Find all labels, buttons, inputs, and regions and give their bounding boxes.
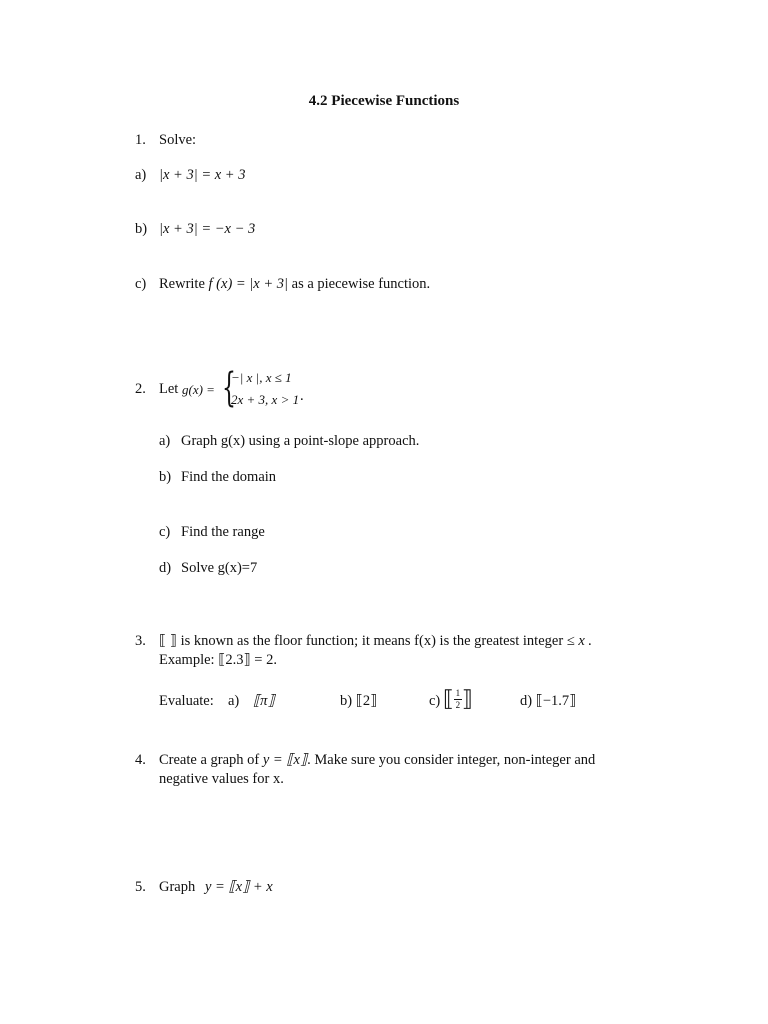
question-4-number: 4. [135,752,146,768]
left-brace-icon: { [222,365,236,411]
page-title: 4.2 Piecewise Functions [308,93,460,109]
question-2-number: 2. [135,381,146,397]
question-2-period: . [300,388,304,404]
question-4-post: . Make sure you consider integer, non-integer and [307,752,596,768]
question-2d-text: Solve g(x)=7 [181,560,258,576]
question-1c-pre: Rewrite [159,276,205,292]
question-1-number: 1. [135,132,146,148]
question-2-let: Let [159,381,179,397]
question-2-function-name: g(x) = [182,382,215,397]
fraction-one-half [454,689,462,710]
piecewise-case-1: −| x |, x ≤ 1 [231,370,292,385]
question-3-line-1 [159,633,592,650]
question-4-expression: y = ⟦x⟧ [262,752,308,768]
question-1c-expression: f (x) = |x + 3| [208,276,289,292]
question-3c-label: c) [429,693,441,709]
piecewise-definition [222,365,312,412]
question-2c-label: c) [159,524,171,540]
question-3a-label: a) [228,693,240,709]
question-1a-equation: |x + 3| = x + 3 [159,167,246,183]
fraction-denominator: 2 [455,699,461,710]
floor-bracket-symbol: ⟦ ⟧ [159,633,177,649]
question-4-pre: Create a graph of [159,752,260,768]
floor-close-bracket: ⟧ [461,686,473,711]
question-2a-text: Graph g(x) using a point-slope approach. [181,433,420,449]
piecewise-case-2: 2x + 3, x > 1 [231,392,300,407]
question-2b-text: Find the domain [181,469,277,485]
question-5-pre: Graph [159,879,196,895]
question-5-expression: y = ⟦x⟧ + x [205,879,273,895]
question-3b-expression: b) ⟦2⟧ [340,693,378,709]
question-1-prompt: Solve: [159,132,197,148]
question-1c-text [159,276,430,293]
question-1b-equation: |x + 3| = −x − 3 [159,221,256,237]
question-3-number: 3. [135,633,146,649]
floor-open-bracket: ⟦ [443,686,454,711]
question-1a-label: a) [135,167,147,183]
question-4-line-2: negative values for x. [159,771,284,787]
question-3a-expression: ⟦π⟧ [253,693,275,709]
question-1c-label: c) [135,276,147,292]
question-3c-expression [443,686,473,712]
question-1b-label: b) [135,221,148,237]
question-2c-text: Find the range [181,524,265,540]
question-3-example: Example: ⟦2.3⟧ = 2. [159,652,277,668]
fraction-numerator: 1 [455,687,461,698]
question-1c-post: as a piecewise function. [291,276,431,292]
question-2d-label: d) [159,560,172,576]
question-3-evaluate: Evaluate: [159,693,214,709]
question-2a-label: a) [159,433,171,449]
question-5-number: 5. [135,879,146,895]
question-4-line-1 [159,752,595,769]
question-3-definition: is known as the floor function; it means f(x) is the greatest integer [180,633,564,649]
question-2b-label: b) [159,469,172,485]
question-3-leq-x: ≤ x . [566,633,593,649]
question-3d-expression: d) ⟦−1.7⟧ [520,693,577,709]
